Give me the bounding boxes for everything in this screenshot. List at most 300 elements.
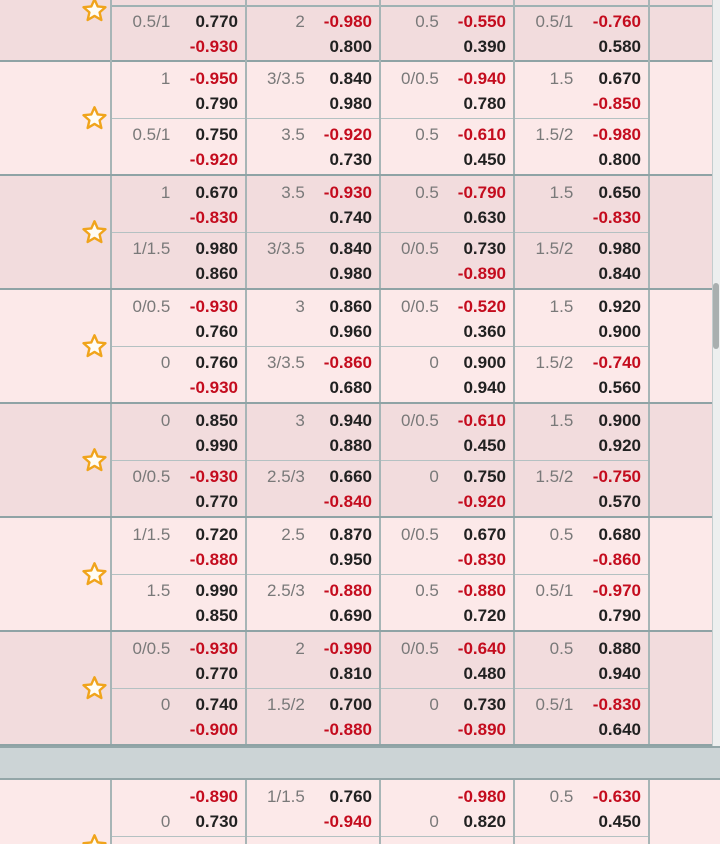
odds-value[interactable]: -0.830 bbox=[592, 208, 641, 227]
handicap-label: 0 bbox=[429, 812, 439, 831]
odds-value[interactable]: 0.950 bbox=[329, 550, 372, 569]
odds-cell bbox=[513, 780, 648, 844]
odds-value[interactable]: 0.640 bbox=[598, 720, 641, 739]
empty-column bbox=[648, 0, 720, 64]
match-row bbox=[0, 780, 720, 844]
market-odds bbox=[247, 62, 379, 118]
market-odds bbox=[381, 460, 513, 516]
match-row bbox=[0, 404, 720, 518]
empty-column bbox=[648, 290, 720, 402]
favorite-star-button[interactable] bbox=[81, 105, 107, 131]
handicap-label: 0.5 bbox=[415, 125, 439, 144]
odds-value[interactable]: 0.870 bbox=[329, 525, 372, 544]
market-odds bbox=[515, 688, 648, 744]
odds-value[interactable]: 0.960 bbox=[329, 322, 372, 341]
odds-line bbox=[112, 547, 245, 572]
odds-value[interactable]: 0.730 bbox=[195, 812, 238, 831]
handicap-label: 3 bbox=[295, 297, 305, 316]
handicap-label: 2.5 bbox=[281, 525, 305, 544]
odds-line bbox=[112, 408, 245, 433]
odds-value[interactable]: -0.830 bbox=[457, 550, 506, 569]
odds-line bbox=[515, 636, 648, 661]
handicap-label: 0 bbox=[429, 353, 439, 372]
odds-line bbox=[247, 9, 379, 34]
market-odds bbox=[381, 5, 513, 60]
odds-value[interactable]: 0.680 bbox=[598, 525, 641, 544]
odds-cell bbox=[379, 780, 513, 844]
odds-line bbox=[247, 122, 379, 147]
empty-column bbox=[648, 518, 720, 630]
odds-value[interactable]: 0.670 bbox=[598, 69, 641, 88]
odds-line bbox=[381, 489, 513, 514]
match-row bbox=[0, 176, 720, 290]
market-odds bbox=[381, 62, 513, 118]
odds-line bbox=[247, 261, 379, 286]
odds-line bbox=[112, 122, 245, 147]
market-odds bbox=[381, 232, 513, 288]
odds-value[interactable]: 0.770 bbox=[195, 664, 238, 683]
handicap-label: 3/3.5 bbox=[267, 239, 305, 258]
odds-cell bbox=[110, 780, 245, 844]
odds-line bbox=[247, 840, 379, 844]
odds-value[interactable]: 0.940 bbox=[463, 378, 506, 397]
odds-value[interactable]: -0.880 bbox=[189, 550, 238, 569]
market-odds bbox=[247, 290, 379, 346]
odds-value[interactable]: 0.980 bbox=[329, 94, 372, 113]
odds-cell bbox=[513, 632, 648, 744]
odds-value[interactable]: -0.750 bbox=[592, 467, 641, 486]
odds-value[interactable]: 0.390 bbox=[463, 37, 506, 56]
odds-value[interactable]: 0.940 bbox=[329, 411, 372, 430]
odds-cell bbox=[379, 632, 513, 744]
market-odds bbox=[515, 346, 648, 402]
handicap-label: 3.5 bbox=[281, 125, 305, 144]
odds-value[interactable]: -0.930 bbox=[189, 297, 238, 316]
market-odds bbox=[515, 780, 648, 836]
odds-line bbox=[112, 433, 245, 458]
odds-value[interactable]: -0.990 bbox=[323, 639, 372, 658]
odds-value[interactable]: 0.810 bbox=[329, 664, 372, 683]
market-odds bbox=[515, 232, 648, 288]
odds-value[interactable]: 0.680 bbox=[329, 378, 372, 397]
odds-line bbox=[247, 578, 379, 603]
odds-cell bbox=[513, 290, 648, 402]
odds-value[interactable]: 0.990 bbox=[195, 436, 238, 455]
odds-cell bbox=[245, 62, 379, 174]
odds-line bbox=[381, 522, 513, 547]
odds-cell bbox=[245, 176, 379, 288]
favorite-star-button[interactable] bbox=[81, 833, 107, 844]
odds-cell bbox=[110, 404, 245, 516]
favorite-column bbox=[0, 632, 110, 744]
odds-value[interactable]: 0.570 bbox=[598, 492, 641, 511]
market-odds bbox=[112, 574, 245, 630]
odds-cell bbox=[245, 518, 379, 630]
odds-value[interactable]: 0.900 bbox=[463, 353, 506, 372]
odds-cell bbox=[245, 780, 379, 844]
odds-value[interactable]: -0.840 bbox=[323, 492, 372, 511]
handicap-label: 1.5 bbox=[549, 297, 574, 316]
odds-line bbox=[247, 294, 379, 319]
odds-line bbox=[112, 661, 245, 686]
odds-line bbox=[112, 809, 245, 834]
odds-value[interactable]: 0.670 bbox=[463, 525, 506, 544]
odds-value[interactable]: -0.610 bbox=[457, 411, 506, 430]
odds-value[interactable]: 0.720 bbox=[195, 525, 238, 544]
market-odds bbox=[112, 518, 245, 574]
market-odds bbox=[247, 5, 379, 60]
market-odds bbox=[247, 118, 379, 174]
odds-value[interactable]: 0.790 bbox=[195, 94, 238, 113]
odds-line bbox=[381, 809, 513, 834]
favorite-column bbox=[0, 518, 110, 630]
odds-value[interactable]: -0.930 bbox=[189, 37, 238, 56]
odds-line bbox=[515, 578, 648, 603]
odds-line bbox=[515, 91, 648, 116]
odds-value[interactable]: -0.760 bbox=[592, 12, 641, 31]
market-odds bbox=[112, 118, 245, 174]
favorite-star-button[interactable] bbox=[81, 447, 107, 473]
odds-line bbox=[515, 489, 648, 514]
handicap-label: 0.5 bbox=[415, 12, 439, 31]
odds-value[interactable]: -0.880 bbox=[457, 581, 506, 600]
odds-line bbox=[515, 319, 648, 344]
handicap-label: 2.5/3 bbox=[267, 467, 305, 486]
odds-value[interactable]: 0.840 bbox=[598, 264, 641, 283]
odds-value[interactable]: -0.920 bbox=[189, 150, 238, 169]
market-odds bbox=[247, 836, 379, 844]
odds-value[interactable]: 0.800 bbox=[329, 37, 372, 56]
odds-line bbox=[515, 66, 648, 91]
odds-value[interactable]: 0.980 bbox=[195, 239, 238, 258]
handicap-label: 2 bbox=[295, 639, 305, 658]
odds-value[interactable]: 0.800 bbox=[598, 150, 641, 169]
odds-cell bbox=[110, 62, 245, 174]
odds-line bbox=[381, 692, 513, 717]
handicap-label: 0.5 bbox=[549, 787, 574, 806]
favorite-column bbox=[0, 780, 110, 844]
odds-value[interactable]: -0.970 bbox=[592, 581, 641, 600]
handicap-label: 0.5/1 bbox=[535, 12, 574, 31]
scrollbar-track[interactable] bbox=[712, 0, 720, 746]
odds-line bbox=[515, 692, 648, 717]
empty-column bbox=[648, 62, 720, 174]
odds-value[interactable]: 0.770 bbox=[195, 12, 238, 31]
odds-value[interactable]: 0.850 bbox=[195, 606, 238, 625]
odds-cell bbox=[245, 404, 379, 516]
odds-cell bbox=[110, 518, 245, 630]
favorite-star-button[interactable] bbox=[81, 0, 107, 23]
odds-value[interactable]: 0.770 bbox=[195, 492, 238, 511]
odds-line bbox=[112, 603, 245, 628]
odds-value[interactable]: 0.880 bbox=[329, 436, 372, 455]
odds-value[interactable]: -0.860 bbox=[323, 353, 372, 372]
odds-line bbox=[515, 717, 648, 742]
odds-value[interactable]: 0.730 bbox=[463, 695, 506, 714]
favorite-column bbox=[0, 62, 110, 174]
odds-line bbox=[247, 66, 379, 91]
odds-line bbox=[515, 9, 648, 34]
odds-value[interactable]: -0.980 bbox=[323, 12, 372, 31]
handicap-label: 0 bbox=[160, 411, 171, 430]
odds-value[interactable]: 0.940 bbox=[598, 664, 641, 683]
favorite-star-button[interactable] bbox=[81, 219, 107, 245]
odds-value[interactable]: -0.640 bbox=[457, 639, 506, 658]
market-odds bbox=[515, 518, 648, 574]
odds-line bbox=[247, 433, 379, 458]
odds-value[interactable]: -0.930 bbox=[189, 378, 238, 397]
odds-line bbox=[515, 236, 648, 261]
odds-line bbox=[247, 147, 379, 172]
odds-cell bbox=[245, 290, 379, 402]
market-odds bbox=[381, 780, 513, 836]
odds-line bbox=[381, 840, 513, 844]
market-odds bbox=[381, 518, 513, 574]
empty-column bbox=[648, 632, 720, 744]
market-odds bbox=[112, 62, 245, 118]
handicap-label: 0/0.5 bbox=[132, 639, 171, 658]
odds-line bbox=[381, 122, 513, 147]
odds-line bbox=[515, 34, 648, 59]
market-odds bbox=[247, 780, 379, 836]
odds-value[interactable]: 0.980 bbox=[598, 239, 641, 258]
odds-value[interactable]: 0.760 bbox=[195, 322, 238, 341]
market-odds bbox=[247, 232, 379, 288]
odds-line bbox=[112, 636, 245, 661]
odds-cell bbox=[245, 0, 379, 64]
odds-value[interactable]: 0.900 bbox=[598, 322, 641, 341]
scrollbar-thumb[interactable] bbox=[713, 283, 719, 349]
odds-value[interactable]: 0.670 bbox=[195, 183, 238, 202]
star-icon bbox=[82, 447, 107, 472]
odds-value[interactable]: 0.850 bbox=[195, 411, 238, 430]
odds-line bbox=[381, 603, 513, 628]
market-odds bbox=[112, 688, 245, 744]
odds-line bbox=[112, 489, 245, 514]
odds-value[interactable]: 0.790 bbox=[598, 606, 641, 625]
odds-value[interactable]: 0.920 bbox=[598, 297, 641, 316]
market-odds bbox=[381, 176, 513, 232]
odds-value[interactable]: 0.700 bbox=[329, 695, 372, 714]
odds-cell bbox=[245, 632, 379, 744]
odds-line bbox=[381, 636, 513, 661]
market-odds bbox=[112, 780, 245, 836]
market-odds bbox=[247, 632, 379, 688]
odds-value[interactable]: -0.520 bbox=[457, 297, 506, 316]
odds-line bbox=[381, 717, 513, 742]
odds-value[interactable]: -0.930 bbox=[323, 183, 372, 202]
market-odds bbox=[515, 460, 648, 516]
odds-line bbox=[381, 661, 513, 686]
odds-value[interactable]: -0.900 bbox=[189, 720, 238, 739]
odds-line bbox=[247, 236, 379, 261]
odds-value[interactable]: 0.690 bbox=[329, 606, 372, 625]
odds-line bbox=[112, 147, 245, 172]
empty-column bbox=[648, 780, 720, 844]
handicap-label: 1.5 bbox=[549, 183, 574, 202]
odds-value[interactable]: 0.360 bbox=[463, 322, 506, 341]
odds-value[interactable]: 0.990 bbox=[195, 581, 238, 600]
odds-value[interactable]: -0.610 bbox=[457, 125, 506, 144]
odds-value[interactable]: 0.820 bbox=[463, 812, 506, 831]
odds-value[interactable]: -0.830 bbox=[189, 208, 238, 227]
odds-line bbox=[112, 261, 245, 286]
odds-line bbox=[247, 350, 379, 375]
odds-value[interactable]: -0.790 bbox=[457, 183, 506, 202]
match-row bbox=[0, 518, 720, 632]
handicap-label: 2.5/3 bbox=[267, 581, 305, 600]
odds-line bbox=[515, 350, 648, 375]
odds-line bbox=[112, 840, 245, 844]
odds-line bbox=[381, 319, 513, 344]
odds-value[interactable]: 0.450 bbox=[463, 150, 506, 169]
odds-value[interactable]: -0.980 bbox=[457, 787, 506, 806]
odds-value[interactable]: 0.780 bbox=[463, 94, 506, 113]
odds-value[interactable]: 0.630 bbox=[463, 208, 506, 227]
market-odds bbox=[515, 574, 648, 630]
odds-value[interactable]: -0.860 bbox=[592, 550, 641, 569]
odds-value[interactable]: 0.480 bbox=[463, 664, 506, 683]
odds-value[interactable]: 0.900 bbox=[598, 411, 641, 430]
star-icon bbox=[82, 561, 107, 586]
odds-value[interactable]: -0.890 bbox=[189, 787, 238, 806]
odds-cell bbox=[379, 290, 513, 402]
market-odds bbox=[112, 176, 245, 232]
odds-line bbox=[381, 180, 513, 205]
odds-value[interactable]: -0.920 bbox=[457, 492, 506, 511]
handicap-label: 3.5 bbox=[281, 183, 305, 202]
favorite-star-button[interactable] bbox=[81, 675, 107, 701]
star-icon bbox=[82, 219, 107, 244]
star-icon bbox=[82, 833, 107, 844]
odds-value[interactable]: 0.860 bbox=[195, 264, 238, 283]
odds-line bbox=[515, 294, 648, 319]
handicap-label: 1.5/2 bbox=[535, 353, 574, 372]
odds-value[interactable]: 0.450 bbox=[598, 812, 641, 831]
odds-line bbox=[515, 261, 648, 286]
handicap-label: 1.5/2 bbox=[535, 125, 574, 144]
handicap-label: 0/0.5 bbox=[401, 525, 439, 544]
favorite-column bbox=[0, 176, 110, 288]
market-odds bbox=[247, 574, 379, 630]
odds-value[interactable]: -0.930 bbox=[189, 639, 238, 658]
odds-value[interactable]: 0.450 bbox=[463, 436, 506, 455]
handicap-label: 0.5 bbox=[549, 639, 574, 658]
favorite-star-button[interactable] bbox=[81, 561, 107, 587]
odds-line bbox=[112, 66, 245, 91]
odds-line bbox=[247, 375, 379, 400]
odds-value[interactable]: 0.650 bbox=[598, 183, 641, 202]
empty-column bbox=[648, 176, 720, 288]
handicap-label: 0/0.5 bbox=[401, 411, 439, 430]
odds-line bbox=[247, 464, 379, 489]
odds-line bbox=[247, 91, 379, 116]
odds-value[interactable]: 0.750 bbox=[195, 125, 238, 144]
odds-value[interactable]: -0.920 bbox=[323, 125, 372, 144]
odds-value[interactable]: 0.860 bbox=[329, 297, 372, 316]
odds-line bbox=[112, 205, 245, 230]
market-odds bbox=[247, 346, 379, 402]
market-odds bbox=[381, 836, 513, 844]
odds-line bbox=[515, 205, 648, 230]
odds-line bbox=[381, 294, 513, 319]
market-odds bbox=[515, 632, 648, 688]
odds-line bbox=[381, 578, 513, 603]
odds-line bbox=[381, 34, 513, 59]
odds-value[interactable]: -0.740 bbox=[592, 353, 641, 372]
odds-value[interactable]: 0.730 bbox=[329, 150, 372, 169]
odds-line bbox=[381, 91, 513, 116]
odds-cell bbox=[513, 518, 648, 630]
odds-value[interactable]: -0.950 bbox=[189, 69, 238, 88]
odds-value[interactable]: 0.840 bbox=[329, 69, 372, 88]
market-odds bbox=[247, 518, 379, 574]
handicap-label: 0/0.5 bbox=[132, 467, 171, 486]
market-odds bbox=[112, 632, 245, 688]
odds-line bbox=[112, 350, 245, 375]
odds-value[interactable]: 0.720 bbox=[463, 606, 506, 625]
odds-line bbox=[247, 522, 379, 547]
odds-value[interactable]: 0.750 bbox=[463, 467, 506, 486]
odds-value[interactable]: -0.930 bbox=[189, 467, 238, 486]
odds-value[interactable]: -0.980 bbox=[592, 125, 641, 144]
market-odds bbox=[381, 632, 513, 688]
match-row bbox=[0, 0, 720, 62]
market-odds bbox=[112, 346, 245, 402]
market-odds bbox=[247, 176, 379, 232]
handicap-label: 1.5/2 bbox=[535, 467, 574, 486]
favorite-star-button[interactable] bbox=[81, 333, 107, 359]
odds-line bbox=[247, 603, 379, 628]
odds-value[interactable]: -0.550 bbox=[457, 12, 506, 31]
odds-value[interactable]: -0.880 bbox=[323, 581, 372, 600]
odds-value[interactable]: 0.760 bbox=[195, 353, 238, 372]
odds-line bbox=[381, 236, 513, 261]
odds-value[interactable]: 0.980 bbox=[329, 264, 372, 283]
odds-value[interactable]: 0.920 bbox=[598, 436, 641, 455]
odds-value[interactable]: -0.940 bbox=[457, 69, 506, 88]
odds-line bbox=[381, 547, 513, 572]
market-odds bbox=[515, 62, 648, 118]
odds-line bbox=[247, 319, 379, 344]
odds-value[interactable]: 0.730 bbox=[463, 239, 506, 258]
odds-value[interactable]: -0.630 bbox=[592, 787, 641, 806]
handicap-label: 0 bbox=[429, 695, 439, 714]
odds-value[interactable]: -0.830 bbox=[592, 695, 641, 714]
odds-line bbox=[247, 717, 379, 742]
odds-value[interactable]: 0.740 bbox=[329, 208, 372, 227]
odds-value[interactable]: -0.890 bbox=[457, 720, 506, 739]
odds-value[interactable]: 0.660 bbox=[329, 467, 372, 486]
odds-value[interactable]: 0.760 bbox=[329, 787, 372, 806]
handicap-label: 3 bbox=[295, 411, 305, 430]
odds-value[interactable]: 0.580 bbox=[598, 37, 641, 56]
handicap-label: 0/0.5 bbox=[401, 239, 439, 258]
odds-value[interactable]: -0.880 bbox=[323, 720, 372, 739]
odds-line bbox=[112, 294, 245, 319]
odds-value[interactable]: 0.740 bbox=[195, 695, 238, 714]
odds-value[interactable]: 0.840 bbox=[329, 239, 372, 258]
odds-line bbox=[515, 375, 648, 400]
odds-value[interactable]: 0.880 bbox=[598, 639, 641, 658]
odds-line bbox=[381, 408, 513, 433]
odds-line bbox=[381, 784, 513, 809]
odds-cell bbox=[110, 176, 245, 288]
odds-value[interactable]: 0.560 bbox=[598, 378, 641, 397]
odds-value[interactable]: -0.940 bbox=[323, 812, 372, 831]
odds-value[interactable]: -0.850 bbox=[592, 94, 641, 113]
odds-value[interactable]: -0.890 bbox=[457, 264, 506, 283]
